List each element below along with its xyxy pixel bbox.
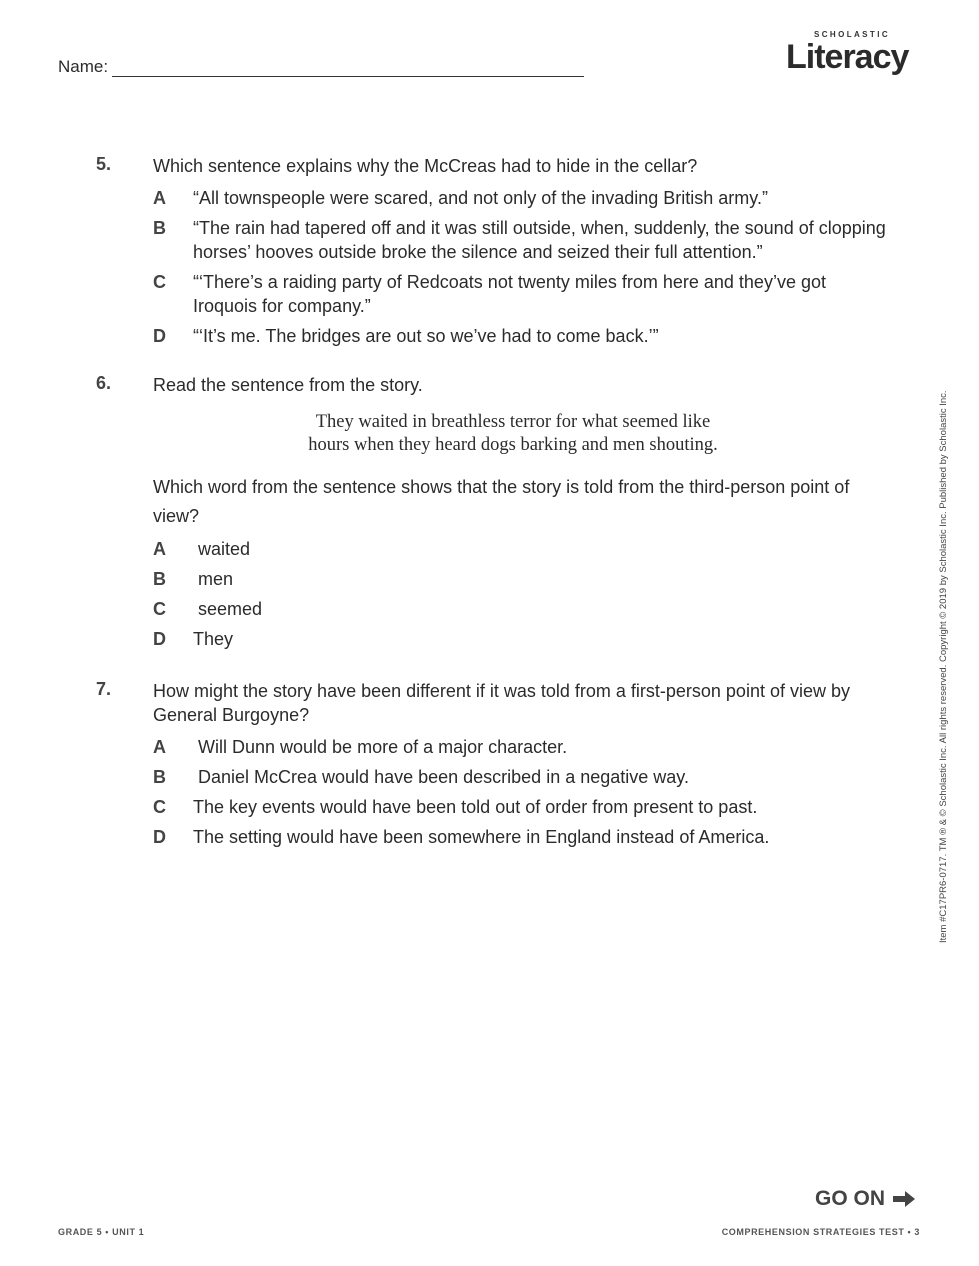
footer-grade-unit: GRADE 5 • UNIT 1: [58, 1227, 145, 1237]
option-text: The setting would have been somewhere in England instead of America.: [193, 827, 770, 847]
option-b[interactable]: [153, 216, 886, 264]
logo-top-text: SCHOLASTIC: [814, 30, 890, 39]
scholastic-literacy-logo: [786, 30, 916, 74]
option-letter: C: [153, 797, 166, 817]
option-letter: D: [153, 629, 166, 649]
quote-line: hours when they heard dogs barking and men shouting.: [308, 435, 718, 455]
option-c[interactable]: [153, 270, 886, 318]
option-letter: B: [153, 218, 166, 238]
option-text: “The rain had tapered off and it was still outside, when, suddenly, the sound of clopping horses’ hooves outside broke the silence and seized their full attention.”: [193, 218, 886, 262]
question-number: 6.: [96, 373, 112, 393]
footer-test-page: COMPREHENSION STRATEGIES TEST • 3: [721, 1227, 920, 1237]
copyright-side-text: Item #C17PR6-0717. TM ® & © Scholastic Inc. All rights reserved. Copyright © 2019 by Scholastic Inc. Published by Scholastic Inc.: [938, 390, 949, 943]
question-number: 7.: [96, 679, 112, 699]
arrow-right-icon: [891, 1189, 917, 1209]
go-on-indicator: [815, 1187, 917, 1211]
option-a[interactable]: [153, 186, 886, 210]
question-6: [96, 373, 886, 657]
answer-options: [153, 537, 886, 651]
option-text: “‘It’s me. The bridges are out so we’ve had to come back.’”: [193, 326, 659, 346]
option-c[interactable]: [153, 597, 886, 621]
option-text: Daniel McCrea would have been described in a negative way.: [198, 767, 689, 787]
question-text: How might the story have been different if it was told from a first-person point of view by General Burgoyne?: [153, 681, 850, 725]
name-field: [58, 57, 584, 77]
question-text: Which sentence explains why the McCreas had to hide in the cellar?: [153, 156, 698, 176]
story-quote: [153, 411, 873, 457]
question-text: Read the sentence from the story.: [153, 375, 423, 395]
option-d[interactable]: [153, 627, 886, 651]
option-letter: A: [153, 539, 166, 559]
option-letter: C: [153, 599, 166, 619]
answer-options: [153, 186, 886, 348]
option-d[interactable]: [153, 825, 886, 849]
option-c[interactable]: [153, 795, 886, 819]
name-label: Name:: [58, 57, 109, 76]
question-prompt: Which word from the sentence shows that the story is told from the third-person point of view?: [153, 477, 850, 526]
option-text: Will Dunn would be more of a major character.: [198, 737, 568, 757]
quote-line: They waited in breathless terror for what seemed like: [315, 412, 711, 432]
option-letter: D: [153, 326, 166, 346]
logo-main-text: Literacy: [786, 38, 909, 76]
option-letter: D: [153, 827, 166, 847]
option-letter: C: [153, 272, 166, 292]
option-a[interactable]: [153, 735, 886, 759]
option-text: The key events would have been told out of order from present to past.: [193, 797, 758, 817]
option-b[interactable]: [153, 567, 886, 591]
question-7: [96, 679, 886, 855]
option-d[interactable]: [153, 324, 886, 348]
option-letter: A: [153, 188, 166, 208]
option-text: They: [193, 629, 234, 649]
option-letter: A: [153, 737, 166, 757]
option-text: men: [198, 569, 234, 589]
go-on-label: GO ON: [814, 1187, 885, 1210]
option-letter: B: [153, 767, 166, 787]
question-number: 5.: [96, 154, 112, 174]
option-b[interactable]: [153, 765, 886, 789]
option-letter: B: [153, 569, 166, 589]
option-a[interactable]: [153, 537, 886, 561]
option-text: waited: [198, 539, 251, 559]
answer-options: [153, 735, 886, 849]
option-text: “‘There’s a raiding party of Redcoats not twenty miles from here and they’ve got Iroquois for company.”: [193, 272, 826, 316]
question-5: [96, 154, 886, 354]
option-text: “All townspeople were scared, and not only of the invading British army.”: [193, 188, 768, 208]
name-line: [112, 58, 584, 77]
option-text: seemed: [198, 599, 263, 619]
